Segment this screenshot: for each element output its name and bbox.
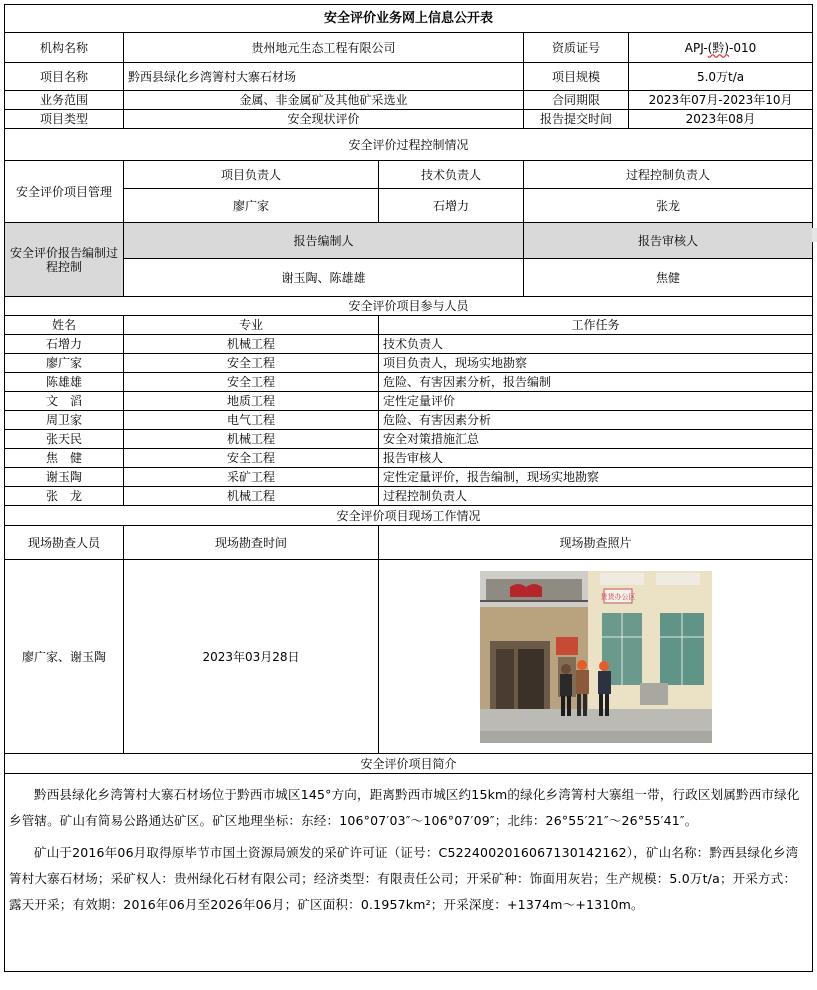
page-edge-marker: [812, 228, 817, 242]
staff-major: 安全工程: [124, 354, 379, 373]
tech-value: 石增力: [379, 189, 524, 223]
period-label: 合同期限: [524, 91, 629, 110]
ctrl-value: 张龙: [524, 189, 813, 223]
intro-paragraph: 黔西县绿化乡湾箐村大寨石材场位于黔西市城区145°方向，距离黔西市城区约15km的绿化乡湾箐村大寨组一带，行政区划属黔西市绿化乡管辖。矿山有简易公路通达矿区。矿区地理坐标：东经：106°07′03″～106°07′09″；北纬：26°55′21″～26°55′41″。: [9, 787, 800, 828]
staff-major: 安全工程: [124, 449, 379, 468]
site-time-value: 2023年03月28日: [124, 560, 379, 754]
org-label: 机构名称: [5, 33, 124, 63]
lead-value: 廖广家: [124, 189, 379, 223]
staff-task: 报告审核人: [379, 449, 813, 468]
submit-value: 2023年08月: [629, 110, 813, 129]
staff-task: 定性定量评价，报告编制，现场实地勘察: [379, 468, 813, 487]
table-row: [5, 468, 813, 487]
reviewer-value: 焦健: [524, 259, 813, 297]
staff-major: 电气工程: [124, 411, 379, 430]
lead-label: 项目负责人: [124, 161, 379, 189]
col-name-header: 姓名: [5, 316, 124, 335]
author-value: 谢玉陶、陈雄雄: [124, 259, 524, 297]
scope-value: 金属、非金属矿及其他矿采选业: [124, 91, 524, 110]
page-title: 安全评价业务网上信息公开表: [5, 5, 813, 33]
staff-major: 采矿工程: [124, 468, 379, 487]
site-heading: 安全评价项目现场工作情况: [5, 506, 813, 526]
staff-major: 机械工程: [124, 335, 379, 354]
scale-value: 5.0万t/a: [629, 63, 813, 91]
cert-suffix: -010: [729, 40, 757, 55]
table-row: [5, 373, 813, 392]
org-value: 贵州地元生态工程有限公司: [124, 33, 524, 63]
tech-label: 技术负责人: [379, 161, 524, 189]
staff-task: 安全对策措施汇总: [379, 430, 813, 449]
mgmt-label: 安全评价项目管理: [5, 161, 124, 223]
cert-prefix: APJ-: [684, 40, 708, 55]
staff-task: 危险、有害因素分析，报告编制: [379, 373, 813, 392]
cert-label: 资质证号: [524, 33, 629, 63]
staff-name: 焦 健: [5, 449, 124, 468]
scope-label: 业务范围: [5, 91, 124, 110]
site-survey-photo: [480, 571, 712, 743]
table-row: [5, 411, 813, 430]
site-people-label: 现场勘查人员: [5, 526, 124, 560]
staff-task: 过程控制负责人: [379, 487, 813, 506]
type-label: 项目类型: [5, 110, 124, 129]
staff-task: 技术负责人: [379, 335, 813, 354]
col-major-header: 专业: [124, 316, 379, 335]
staff-major: 安全工程: [124, 373, 379, 392]
info-disclosure-table: [4, 4, 813, 972]
table-row: [5, 449, 813, 468]
intro-body: [5, 774, 813, 972]
photo-sign-text: 货货办公区: [600, 592, 636, 601]
staff-name: 文 滔: [5, 392, 124, 411]
scale-label: 项目规模: [524, 63, 629, 91]
intro-paragraph: 矿山于2016年06月取得原毕节市国土资源局颁发的采矿许可证（证号：C5224002016067130142162），矿山名称：黔西县绿化乡湾箐村大寨石材场；采矿权人：贵州绿化石材有限公司；经济类型：有限责任公司；开采矿种：饰面用灰岩；生产规模：5.0万t/a；开采方式：露天开采；有效期：2016年06月至2026年06月；矿区面积：0.1957km²；开采深度：+1374m～+1310m。: [9, 845, 799, 912]
reviewer-label: 报告审核人: [524, 223, 813, 259]
staff-name: 石增力: [5, 335, 124, 354]
project-label: 项目名称: [5, 63, 124, 91]
staff-major: 地质工程: [124, 392, 379, 411]
period-value: 2023年07月-2023年10月: [629, 91, 813, 110]
staff-task: 危险、有害因素分析: [379, 411, 813, 430]
ctrl-label: 过程控制负责人: [524, 161, 813, 189]
staff-name: 张天民: [5, 430, 124, 449]
cert-value: [629, 33, 813, 63]
table-row: [5, 335, 813, 354]
site-photo-cell: [379, 560, 813, 754]
table-row: [5, 430, 813, 449]
site-people-value: 廖广家、谢玉陶: [5, 560, 124, 754]
author-label: 报告编制人: [124, 223, 524, 259]
col-task-header: 工作任务: [379, 316, 813, 335]
staff-heading: 安全评价项目参与人员: [5, 297, 813, 316]
table-row: [5, 487, 813, 506]
staff-major: 机械工程: [124, 430, 379, 449]
process-heading: 安全评价过程控制情况: [5, 129, 813, 161]
staff-name: 周卫家: [5, 411, 124, 430]
table-row: [5, 354, 813, 373]
staff-task: 定性定量评价: [379, 392, 813, 411]
intro-heading: 安全评价项目简介: [5, 754, 813, 774]
staff-major: 机械工程: [124, 487, 379, 506]
report-label: 安全评价报告编制过程控制: [5, 223, 124, 297]
submit-label: 报告提交时间: [524, 110, 629, 129]
table-row: [5, 392, 813, 411]
type-value: 安全现状评价: [124, 110, 524, 129]
staff-name: 陈雄雄: [5, 373, 124, 392]
staff-task: 项目负责人，现场实地勘察: [379, 354, 813, 373]
project-value: 黔西县绿化乡湾箐村大寨石材场: [124, 63, 524, 91]
site-photo-label: 现场勘查照片: [379, 526, 813, 560]
cert-mid: (黔): [707, 40, 730, 55]
staff-name: 张 龙: [5, 487, 124, 506]
site-time-label: 现场勘查时间: [124, 526, 379, 560]
staff-name: 廖广家: [5, 354, 124, 373]
staff-name: 谢玉陶: [5, 468, 124, 487]
